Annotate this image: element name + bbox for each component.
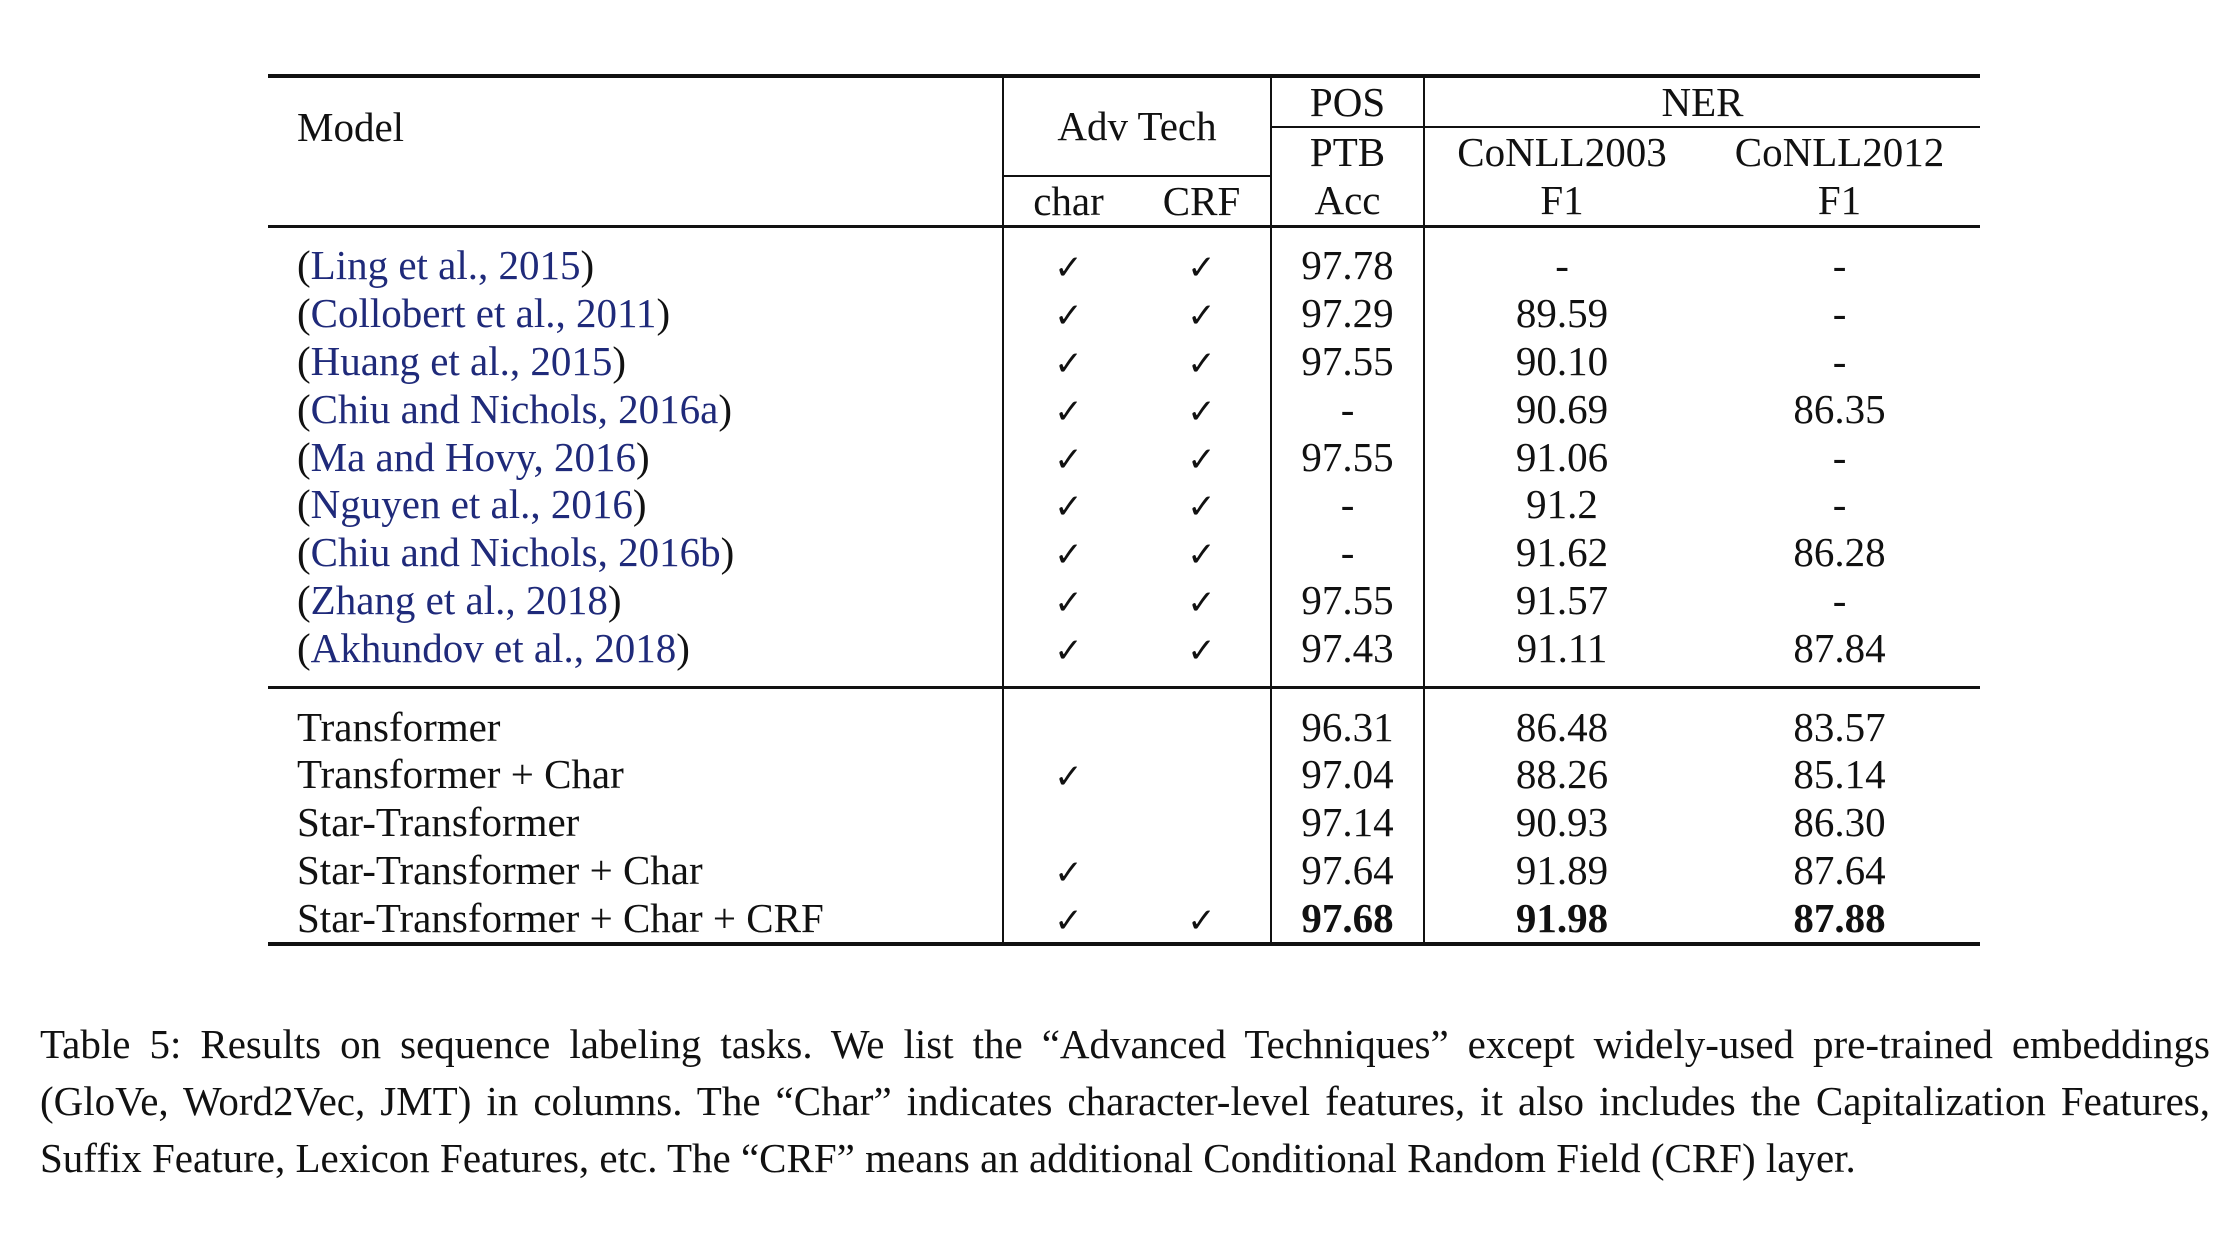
ner-conll2003-f1: 90.69: [1424, 385, 1699, 433]
pos-acc: 97.04: [1271, 751, 1424, 799]
model-name: [268, 529, 1003, 577]
check-mark-icon: ✓: [1187, 248, 1216, 289]
table-row: [268, 433, 1980, 481]
ner-conll2003-f1: -: [1424, 242, 1699, 290]
model-name: Star-Transformer + Char: [297, 846, 703, 893]
char-check: [1003, 338, 1133, 386]
table-header: [268, 76, 1980, 227]
ner-conll2003-f1: 89.59: [1424, 290, 1699, 338]
citation-link[interactable]: Chiu and Nichols, 2016b: [310, 529, 721, 576]
check-mark-icon: ✓: [1054, 296, 1083, 337]
check-mark-icon: ✓: [1187, 900, 1216, 941]
check-mark-icon: ✓: [1187, 439, 1216, 480]
check-mark-icon: ✓: [1187, 391, 1216, 432]
check-mark-icon: ✓: [1054, 852, 1083, 893]
open-paren: (: [297, 529, 311, 576]
check-mark-icon: ✓: [1054, 248, 1083, 289]
model-name: Star-Transformer: [297, 799, 580, 846]
header-empty: [268, 176, 1003, 227]
crf-check: [1133, 577, 1271, 625]
crf-check: [1133, 338, 1271, 386]
our-model-rows: [268, 688, 1980, 944]
ner-conll2003-f1: 86.48: [1424, 703, 1699, 751]
crf-empty: [1133, 703, 1271, 751]
model-name: [268, 385, 1003, 433]
crf-check: [1133, 481, 1271, 529]
open-paren: (: [297, 385, 311, 432]
pos-acc: -: [1271, 385, 1424, 433]
table-caption: Table 5: Results on sequence labeling tasks. We list the “Advanced Techniques” except widely-used pre-trained embeddings (GloVe, Word2Vec, JMT) in columns. The “Char” indicates character-level features, it also includes the Capitalization Features, Suffix Feature, Lexicon Features, etc. The “CRF” means an additional Conditional Random Field (CRF) layer.: [40, 1021, 2210, 1181]
crf-empty: [1133, 751, 1271, 799]
ner-conll2012-f1: 85.14: [1793, 751, 1886, 798]
table-row: [268, 338, 1980, 386]
open-paren: (: [297, 624, 311, 671]
ner-conll2003-f1: 90.10: [1424, 338, 1699, 386]
char-check: [1003, 751, 1133, 799]
ner-conll2012-f1: -: [1832, 481, 1847, 528]
ner-conll2003-f1: 90.93: [1424, 799, 1699, 847]
table-row: [268, 847, 1980, 895]
char-check: [1003, 847, 1133, 895]
check-mark-icon: ✓: [1187, 296, 1216, 337]
citation-link[interactable]: Ling et al., 2015: [310, 242, 581, 289]
citation-rows: [268, 227, 1980, 688]
table-row: [268, 529, 1980, 577]
table-row: [268, 751, 1980, 799]
check-mark-icon: ✓: [1187, 535, 1216, 576]
char-check: [1003, 290, 1133, 338]
header-f1-conll2012: F1: [1699, 176, 1980, 227]
crf-empty: [1133, 799, 1271, 847]
ner-conll2012-f1: -: [1832, 290, 1847, 337]
ner-conll2003-f1: 91.57: [1424, 577, 1699, 625]
ner-conll2012-f1: 87.64: [1793, 846, 1886, 893]
check-mark-icon: ✓: [1054, 391, 1083, 432]
table-row: [268, 290, 1980, 338]
char-empty: [1003, 703, 1133, 751]
ner-conll2012-f1: 87.84: [1793, 624, 1886, 671]
ner-conll2012-f1: -: [1832, 337, 1847, 384]
pos-acc: 97.29: [1271, 290, 1424, 338]
table-row: [268, 799, 1980, 847]
crf-empty: [1133, 847, 1271, 895]
ner-conll2003-f1: 91.06: [1424, 433, 1699, 481]
crf-check: [1133, 529, 1271, 577]
header-f1-conll2003: F1: [1424, 176, 1699, 227]
pos-acc: 97.55: [1271, 338, 1424, 386]
check-mark-icon: ✓: [1187, 630, 1216, 671]
model-name: Star-Transformer + Char + CRF: [268, 894, 1003, 944]
close-paren: ): [632, 481, 647, 528]
model-name: [268, 290, 1003, 338]
pos-acc: 97.55: [1271, 577, 1424, 625]
check-mark-icon: ✓: [1054, 343, 1083, 384]
ner-conll2012-f1: -: [1832, 242, 1847, 289]
header-ptb: PTB: [1271, 127, 1424, 176]
model-name: [268, 433, 1003, 481]
table-row: [268, 481, 1980, 529]
check-mark-icon: ✓: [1054, 757, 1083, 798]
char-check: [1003, 894, 1133, 944]
check-mark-icon: ✓: [1054, 582, 1083, 623]
citation-link[interactable]: Ma and Hovy, 2016: [310, 433, 636, 480]
check-mark-icon: ✓: [1054, 487, 1083, 528]
char-check: [1003, 577, 1133, 625]
model-name: [268, 624, 1003, 672]
pos-acc: -: [1271, 481, 1424, 529]
check-mark-icon: ✓: [1187, 582, 1216, 623]
pos-acc: 97.64: [1271, 847, 1424, 895]
table-row: [268, 894, 1980, 944]
header-adv-tech: Adv Tech: [1003, 76, 1271, 176]
close-paren: ): [607, 576, 622, 623]
table-row: [268, 577, 1980, 625]
char-check: [1003, 242, 1133, 290]
char-check: [1003, 624, 1133, 672]
check-mark-icon: ✓: [1187, 487, 1216, 528]
model-name: Transformer + Char: [297, 751, 624, 798]
table-row: [268, 242, 1980, 290]
header-acc: Acc: [1271, 176, 1424, 227]
open-paren: (: [297, 481, 311, 528]
open-paren: (: [297, 242, 311, 289]
check-mark-icon: ✓: [1054, 900, 1083, 941]
model-name: Transformer: [297, 703, 501, 750]
ner-conll2003-f1: 91.98: [1424, 894, 1699, 944]
close-paren: ): [612, 337, 627, 384]
results-table: [268, 74, 1980, 946]
citation-link[interactable]: Akhundov et al., 2018: [310, 624, 677, 671]
ner-conll2012-f1: 86.35: [1793, 385, 1886, 432]
crf-check: [1133, 894, 1271, 944]
header-conll2012: CoNLL2012: [1699, 127, 1980, 176]
ner-conll2003-f1: 91.89: [1424, 847, 1699, 895]
crf-check: [1133, 242, 1271, 290]
open-paren: (: [297, 433, 311, 480]
header-conll2003: CoNLL2003: [1424, 127, 1699, 176]
ner-conll2012-f1: 87.88: [1699, 894, 1980, 944]
ner-conll2003-f1: 91.2: [1424, 481, 1699, 529]
crf-check: [1133, 433, 1271, 481]
header-pos: POS: [1271, 76, 1424, 127]
model-name: [268, 577, 1003, 625]
close-paren: ): [635, 433, 650, 480]
ner-conll2012-f1: -: [1832, 433, 1847, 480]
model-name: [268, 481, 1003, 529]
close-paren: ): [676, 624, 690, 671]
char-check: [1003, 529, 1133, 577]
pos-acc: 96.31: [1271, 703, 1424, 751]
check-mark-icon: ✓: [1054, 439, 1083, 480]
citation-link[interactable]: Zhang et al., 2018: [310, 576, 608, 623]
crf-check: [1133, 385, 1271, 433]
ner-conll2003-f1: 91.11: [1424, 624, 1699, 672]
citation-link[interactable]: Chiu and Nichols, 2016a: [310, 385, 719, 432]
ner-conll2003-f1: 88.26: [1424, 751, 1699, 799]
ner-conll2012-f1: -: [1832, 576, 1847, 623]
ner-conll2003-f1: 91.62: [1424, 529, 1699, 577]
char-check: [1003, 385, 1133, 433]
char-check: [1003, 481, 1133, 529]
ner-conll2012-f1: 86.28: [1793, 529, 1886, 576]
header-crf: CRF: [1133, 176, 1271, 227]
pos-acc: 97.43: [1271, 624, 1424, 672]
open-paren: (: [297, 337, 311, 384]
check-mark-icon: ✓: [1187, 343, 1216, 384]
header-char: char: [1003, 176, 1133, 227]
results-table-container: [268, 74, 1980, 946]
citation-link[interactable]: Huang et al., 2015: [310, 337, 613, 384]
header-ner: NER: [1424, 76, 1980, 127]
model-name: [268, 338, 1003, 386]
table-row: [268, 385, 1980, 433]
open-paren: (: [297, 576, 311, 623]
pos-acc: 97.14: [1271, 799, 1424, 847]
crf-check: [1133, 624, 1271, 672]
table-row: [268, 703, 1980, 751]
pos-acc: 97.78: [1271, 242, 1424, 290]
pos-acc: -: [1271, 529, 1424, 577]
table-row: [268, 624, 1980, 672]
char-check: [1003, 433, 1133, 481]
check-mark-icon: ✓: [1054, 535, 1083, 576]
crf-check: [1133, 290, 1271, 338]
close-paren: ): [720, 529, 735, 576]
pos-acc: 97.68: [1271, 894, 1424, 944]
close-paren: ): [718, 385, 732, 432]
open-paren: (: [297, 290, 311, 337]
close-paren: ): [656, 290, 671, 337]
ner-conll2012-f1: 83.57: [1793, 703, 1886, 750]
close-paren: ): [580, 242, 595, 289]
pos-acc: 97.55: [1271, 433, 1424, 481]
header-model: Model: [268, 76, 1003, 176]
model-name: [268, 242, 1003, 290]
citation-link[interactable]: Nguyen et al., 2016: [310, 481, 633, 528]
check-mark-icon: ✓: [1054, 630, 1083, 671]
ner-conll2012-f1: 86.30: [1793, 799, 1886, 846]
char-empty: [1003, 799, 1133, 847]
citation-link[interactable]: Collobert et al., 2011: [310, 290, 657, 337]
